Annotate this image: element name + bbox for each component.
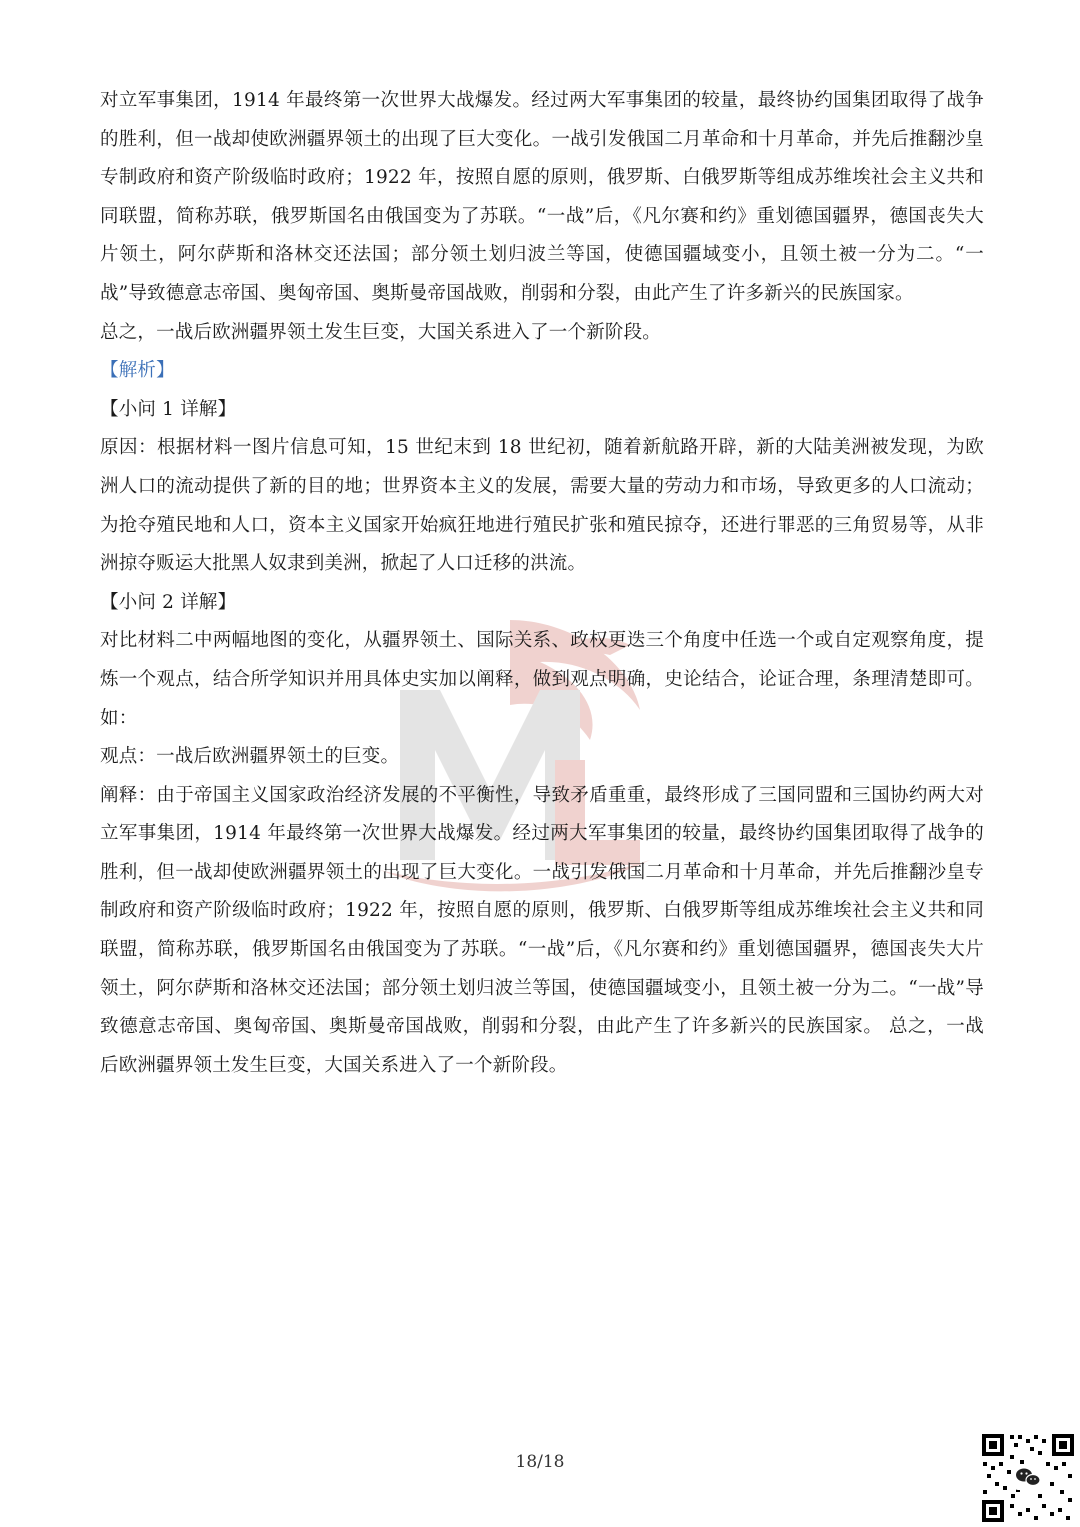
q2-intro: 对比材料二中两幅地图的变化，从疆界领土、国际关系、政权更迭三个角度中任选一个或自定观察角度，提炼一个观点，结合所学知识并用具体史实加以阐释，做到观点明确，史论结合，论证合理，条理清楚即可。如： <box>100 630 984 729</box>
qr-code-icon[interactable] <box>980 1432 1076 1524</box>
q2-label: 【小问 2 详解】 <box>100 591 237 613</box>
page-number: 18/18 <box>515 1452 565 1472</box>
wechat-icon <box>1014 1464 1042 1490</box>
q1-label: 【小问 1 详解】 <box>100 398 237 420</box>
q2-explanation: 阐释：由于帝国主义国家政治经济发展的不平衡性，导致矛盾重重，最终形成了三国同盟和三国协约两大对立军事集团，1914 年最终第一次世界大战爆发。经过两大军事集团的较量，最终协约国集团取得了战争的胜利，但一战却使欧洲疆界领土的出现了巨大变化。一战引发俄国二月革命和十月革命，并先后推翻沙皇专制政府和资产阶级临时政府；1922 年，按照自愿的原则，俄罗斯、白俄罗斯等组成苏维埃社会主义共和同联盟，简称苏联，俄罗斯国名由俄国变为了苏联。“一战”后，《凡尔赛和约》重划德国疆界，德国丧失大片领土，阿尔萨斯和洛林交还法国；部分领土划归波兰等国，使德国疆域变小，且领土被一分为二。“一战”导致德意志帝国、奥匈帝国、奥斯曼帝国战败，削弱和分裂，由此产生了许多新兴的民族国家。 总之，一战后欧洲疆界领土发生巨变，大国关系进入了一个新阶段。 <box>100 784 984 1076</box>
q1-text: 原因：根据材料一图片信息可知，15 世纪末到 18 世纪初，随着新航路开辟，新的大陆美洲被发现，为欧洲人口的流动提供了新的目的地；世界资本主义的发展，需要大量的劳动力和市场，导致更多的人口流动；为抢夺殖民地和人口，资本主义国家开始疯狂地进行殖民扩张和殖民掠夺，还进行罪恶的三角贸易等，从非洲掠夺贩运大批黑人奴隶到美洲，掀起了人口迁移的洪流。 <box>100 437 984 575</box>
q2-viewpoint: 观点：一战后欧洲疆界领土的巨变。 <box>100 746 400 768</box>
paragraph-continued: 对立军事集团，1914 年最终第一次世界大战爆发。经过两大军事集团的较量，最终协约国集团取得了战争的胜利，但一战却使欧洲疆界领土的出现了巨大变化。一战引发俄国二月革命和十月革命，并先后推翻沙皇专制政府和资产阶级临时政府；1922 年，按照自愿的原则，俄罗斯、白俄罗斯等组成苏维埃社会主义共和同联盟，简称苏联，俄罗斯国名由俄国变为了苏联。“一战”后，《凡尔赛和约》重划德国疆界，德国丧失大片领土，阿尔萨斯和洛林交还法国；部分领土划归波兰等国，使德国疆域变小，且领土被一分为二。“一战”导致德意志帝国、奥匈帝国、奥斯曼帝国战败，削弱和分裂，由此产生了许多新兴的民族国家。 <box>100 90 984 304</box>
analysis-label: 【解析】 <box>100 360 175 382</box>
paragraph-conclusion: 总之，一战后欧洲疆界领土发生巨变，大国关系进入了一个新阶段。 <box>100 321 662 343</box>
document-body <box>100 82 984 1085</box>
